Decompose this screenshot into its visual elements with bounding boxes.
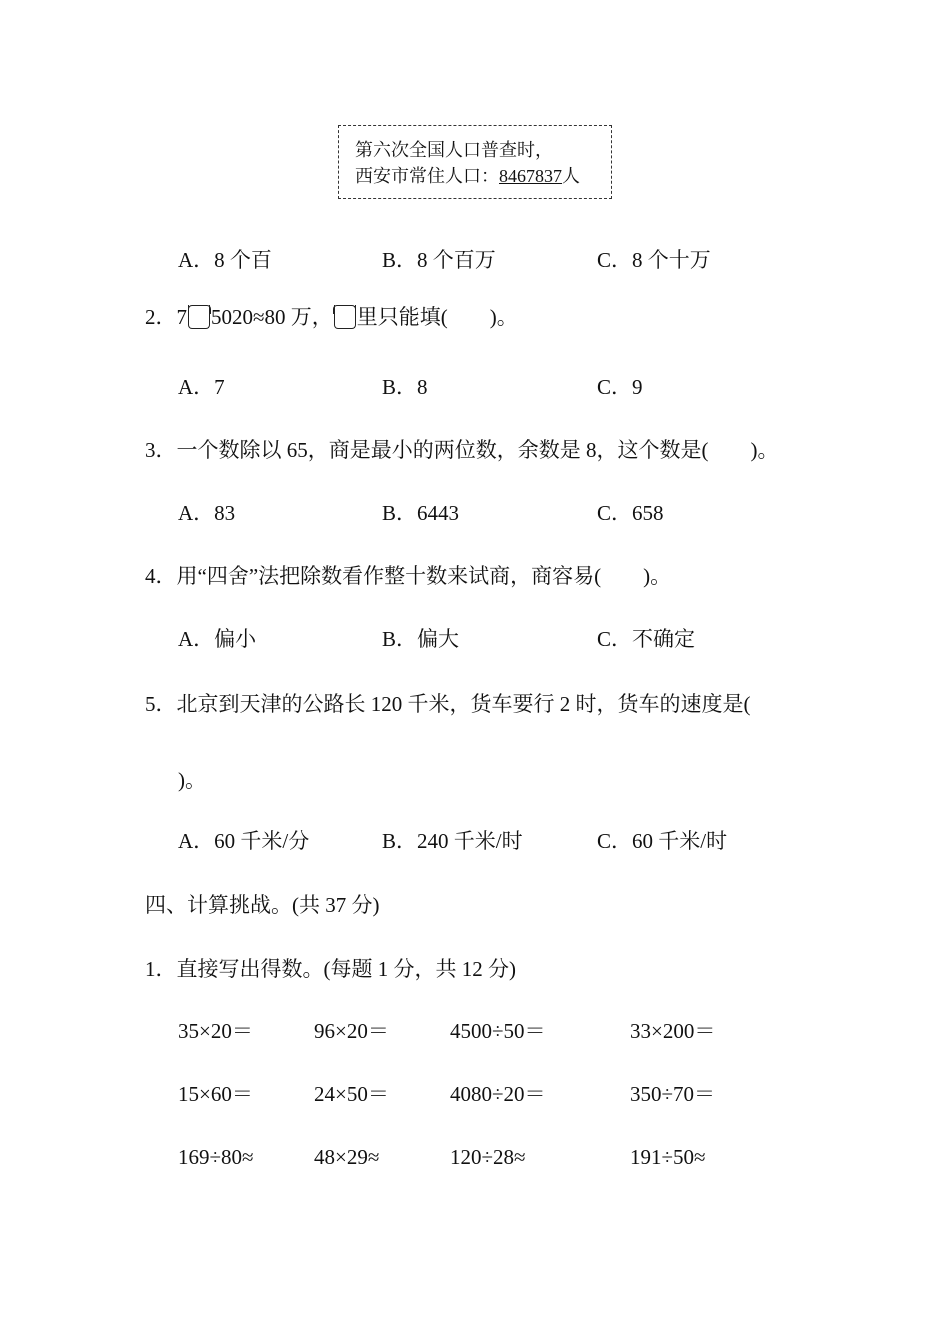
calc-item: 24×50＝ bbox=[314, 1082, 389, 1106]
q1-option-b[interactable]: B．8 个百万 bbox=[382, 248, 496, 272]
info-box-suffix: 人 bbox=[562, 166, 580, 186]
blank-box-icon bbox=[188, 305, 210, 329]
q5-option-c[interactable]: C．60 千米/时 bbox=[597, 829, 728, 853]
q4-option-a[interactable]: A．偏小 bbox=[178, 627, 257, 651]
info-box-line1: 第六次全国人口普查时， bbox=[355, 140, 553, 160]
calc-item: 35×20＝ bbox=[178, 1019, 253, 1043]
info-box-prefix: 西安市常住人口： bbox=[355, 166, 499, 186]
q2-number: 2． bbox=[145, 305, 177, 329]
calc-item: 191÷50≈ bbox=[630, 1145, 706, 1169]
q1-option-a[interactable]: A．8 个百 bbox=[178, 248, 272, 272]
q4-option-c[interactable]: C．不确定 bbox=[597, 627, 696, 651]
q3-option-a[interactable]: A．83 bbox=[178, 501, 236, 525]
calc-instruction: 1．直接写出得数。(每题 1 分，共 12 分) bbox=[145, 957, 516, 981]
q5-option-b[interactable]: B．240 千米/时 bbox=[382, 829, 523, 853]
question-5-cont: )。 bbox=[178, 768, 206, 792]
q2-part1: 7 bbox=[176, 305, 187, 329]
question-5: 5．北京到天津的公路长 120 千米，货车要行 2 时，货车的速度是( bbox=[145, 692, 751, 716]
q5-option-a[interactable]: A．60 千米/分 bbox=[178, 829, 310, 853]
question-4: 4．用“四舍”法把除数看作整十数来试商，商容易( )。 bbox=[145, 564, 672, 588]
calc-item: 96×20＝ bbox=[314, 1019, 389, 1043]
calc-item: 120÷28≈ bbox=[450, 1145, 526, 1169]
calc-item: 169÷80≈ bbox=[178, 1145, 254, 1169]
calc-item: 4500÷50＝ bbox=[450, 1019, 546, 1043]
q3-option-c[interactable]: C．658 bbox=[597, 501, 664, 525]
info-box-line2 bbox=[355, 164, 580, 188]
q2-part3: 里只能填( )。 bbox=[356, 305, 518, 329]
calc-item: 33×200＝ bbox=[630, 1019, 716, 1043]
calc-item: 350÷70＝ bbox=[630, 1082, 716, 1106]
q2-part2: 5020≈80 万， bbox=[211, 305, 333, 329]
calc-item: 15×60＝ bbox=[178, 1082, 253, 1106]
q3-option-b[interactable]: B．6443 bbox=[382, 501, 460, 525]
population-number: 8467837 bbox=[499, 166, 562, 186]
q2-option-c[interactable]: C．9 bbox=[597, 375, 643, 399]
question-3: 3．一个数除以 65，商是最小的两位数，余数是 8，这个数是( )。 bbox=[145, 438, 779, 462]
q1-option-c[interactable]: C．8 个十万 bbox=[597, 248, 711, 272]
q2-option-a[interactable]: A．7 bbox=[178, 375, 225, 399]
q4-option-b[interactable]: B．偏大 bbox=[382, 627, 460, 651]
blank-box-icon bbox=[334, 305, 356, 329]
section-4-title: 四、计算挑战。(共 37 分) bbox=[145, 893, 380, 917]
q2-option-b[interactable]: B．8 bbox=[382, 375, 428, 399]
question-2 bbox=[145, 303, 518, 331]
calc-item: 4080÷20＝ bbox=[450, 1082, 546, 1106]
info-box bbox=[338, 125, 612, 199]
calc-item: 48×29≈ bbox=[314, 1145, 380, 1169]
